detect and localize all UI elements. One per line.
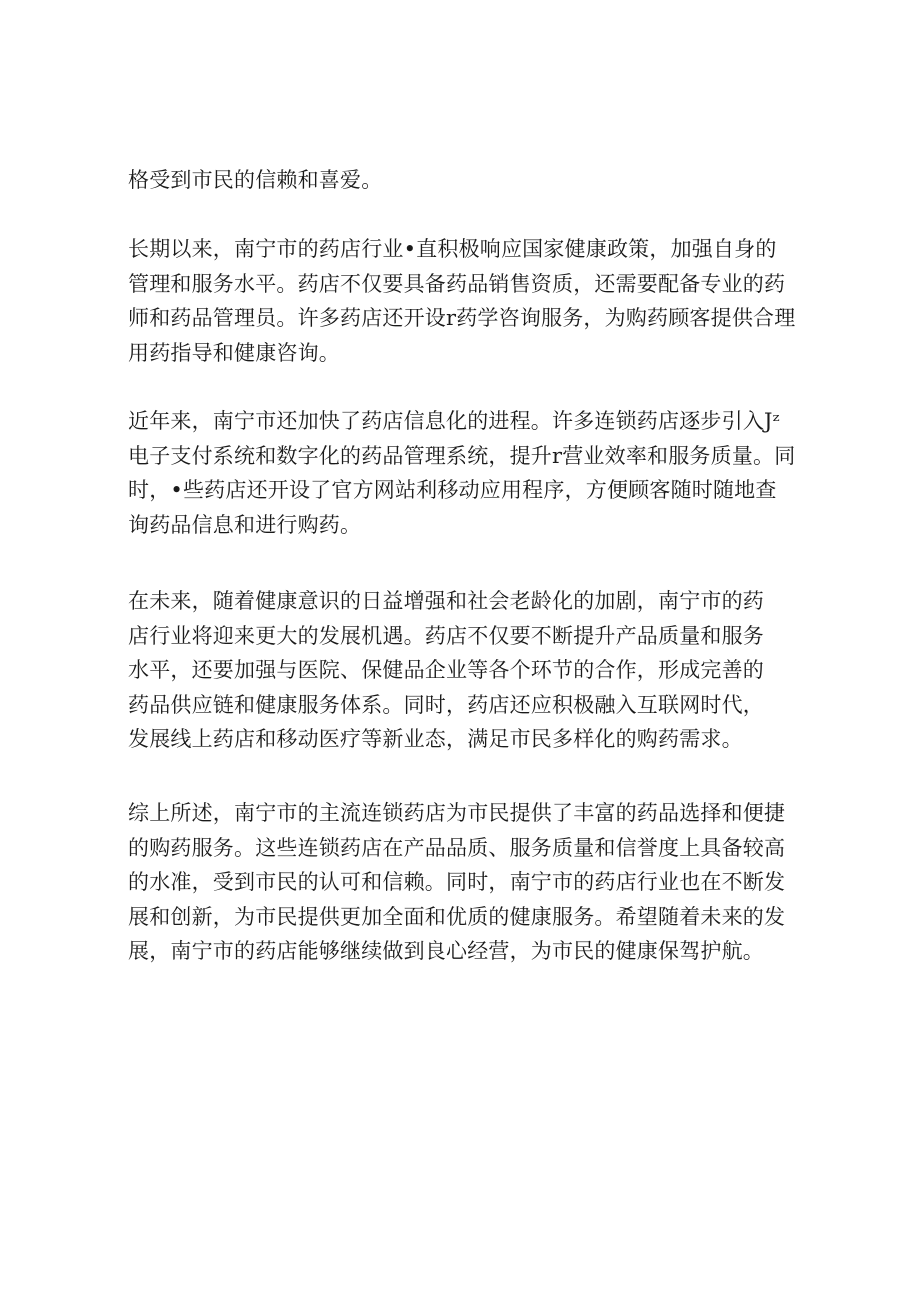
- paragraph-1: [128, 163, 808, 198]
- paragraph-line: 店行业将迎来更大的发展机遇。药店不仅要不断提升产品质量和服务: [128, 623, 764, 648]
- paragraph-line: 的购药服务。这些连锁药店在产品品质、服务质量和信誉度上具备较高: [128, 835, 786, 860]
- paragraph-3: [128, 404, 808, 542]
- paragraph-line: 水平，还要加强与医院、保健品企业等各个环节的合作，形成完善的: [128, 658, 764, 682]
- paragraph-line: 展，南宁市的药店能够继续做到良心经营，为市民的健康保驾护航。: [128, 939, 764, 963]
- paragraph-line: 药品供应链和健康服务体系。同时，药店还应积极融入互联网时代，: [128, 692, 764, 717]
- paragraph-5: [128, 796, 808, 969]
- paragraph-line: 格受到市民的信赖和喜爱。: [128, 168, 383, 192]
- paragraph-line: 用药指导和健康咨询。: [128, 340, 340, 365]
- paragraph-line: 师和药品管理员。许多药店还开设r药学咨询服务，为购药顾客提供合理: [128, 306, 796, 330]
- paragraph-line: 综上所述，南宁市的主流连锁药店为市民提供了丰富的药品选择和便捷: [128, 801, 786, 825]
- paragraph-4: [128, 584, 808, 757]
- paragraph-2: [128, 232, 808, 370]
- paragraph-line: 近年来，南宁市还加快了药店信息化的进程。许多连锁药店逐步引入Jᶻ: [128, 409, 780, 433]
- paragraph-line: 的水准，受到市民的认可和信赖。同时，南宁市的药店行业也在不断发: [128, 870, 786, 894]
- paragraph-line: 展和创新，为市民提供更加全面和优质的健康服务。希望随着未来的发: [128, 904, 786, 929]
- paragraph-line: 在未来，随着健康意识的日益增强和社会老龄化的加剧，南宁市的药: [128, 589, 764, 613]
- paragraph-line: 管理和服务水平。药店不仅要具备药品销售资质，还需要配备专业的药: [128, 271, 786, 296]
- paragraph-line: 发展线上药店和移动医疗等新业态，满足市民多样化的购药需求。: [128, 727, 743, 751]
- paragraph-line: 电子支付系统和数字化的药品管理系统，提升r营业效率和服务质量。同: [128, 443, 796, 468]
- paragraph-line: 时，•些药店还开设了官方网站利移动应用程序，方便顾客随时随地查: [128, 478, 777, 502]
- paragraph-line: 长期以来，南宁市的药店行业•直积极响应国家健康政策，加强自身的: [128, 237, 777, 261]
- paragraph-line: 询药品信息和进行购药。: [128, 512, 362, 537]
